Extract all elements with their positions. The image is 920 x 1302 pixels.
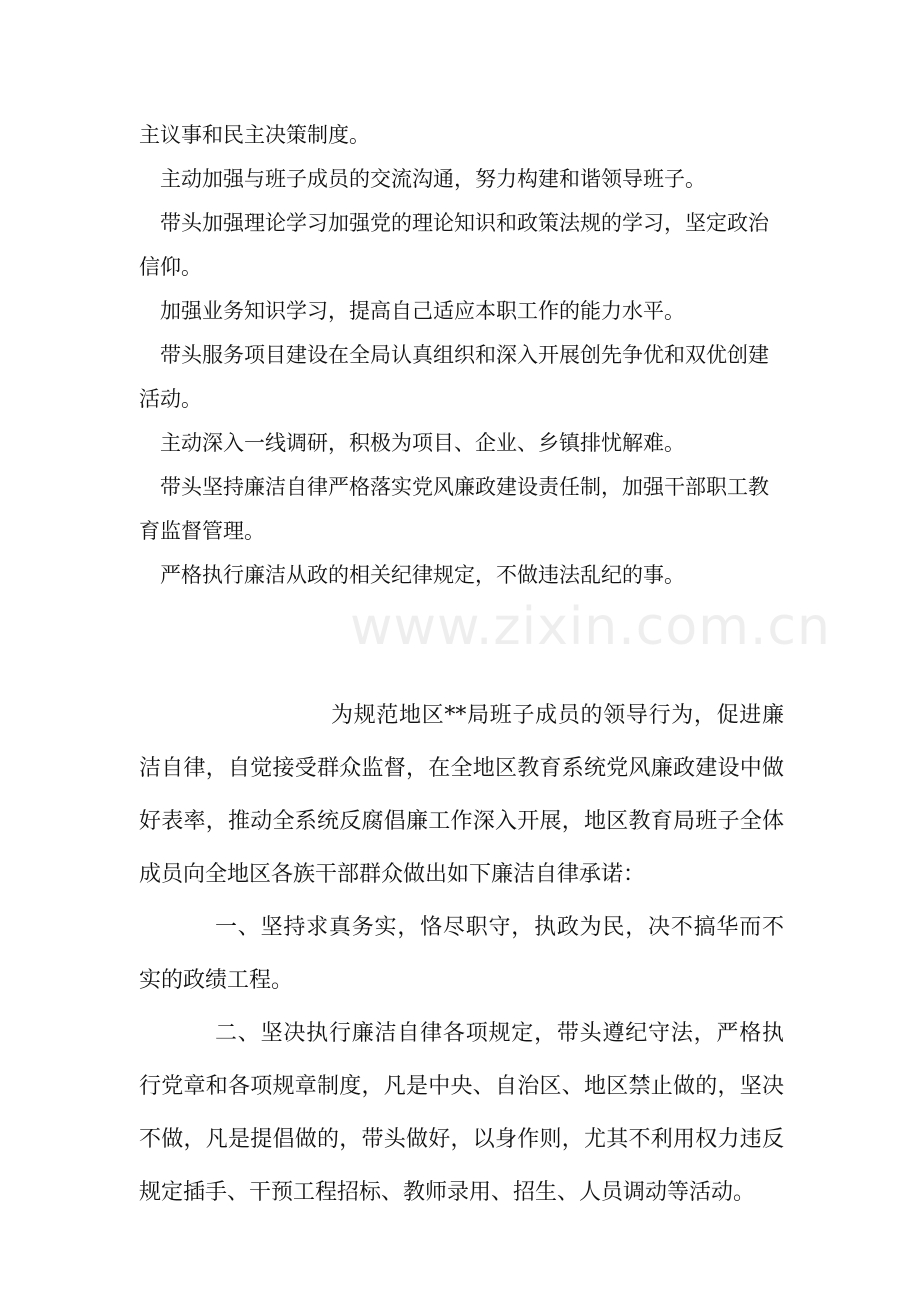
paragraph-theory-study: 带头加强理论学习加强党的理论知识和政策法规的学习，坚定政治信仰。 bbox=[139, 211, 769, 279]
commitment-list bbox=[139, 113, 784, 597]
paragraph-business-study: 加强业务知识学习，提高自己适应本职工作的能力水平。 bbox=[160, 299, 685, 323]
paragraph-integrity: 带头坚持廉洁自律严格落实党风廉政建设责任制，加强干部职工教育监督管理。 bbox=[139, 475, 769, 543]
pledge-item-2: 二、坚决执行廉洁自律各项规定，带头遵纪守法，严格执行党章和各项规章制度，凡是中央、自治区、地区禁止做的，坚决不做，凡是提倡做的，带头做好，以身作则，尤其不利用权力违反规定插手、干预工程招标、教师录用、招生、人员调动等活动。 bbox=[139, 1021, 784, 1205]
pledge-section bbox=[139, 689, 784, 1219]
paragraph-project-service: 带头服务项目建设在全局认真组织和深入开展创先争优和双优创建活动。 bbox=[139, 343, 769, 411]
pledge-intro: 为规范地区**局班子成员的领导行为，促进廉洁自律，自觉接受群众监督，在全地区教育系统党风廉政建设中做好表率，推动全系统反腐倡廉工作深入开展，地区教育局班子全体成员向全地区各族干部群众做出如下廉洁自律承诺： bbox=[139, 703, 784, 887]
watermark: www.zixin.com.cn bbox=[350, 597, 831, 657]
paragraph-field-research: 主动深入一线调研，积极为项目、企业、乡镇排忧解难。 bbox=[160, 431, 685, 455]
paragraph-communication: 主动加强与班子成员的交流沟通，努力构建和谐领导班子。 bbox=[160, 167, 706, 191]
pledge-item-1: 一、坚持求真务实，恪尽职守，执政为民，决不搞华而不实的政绩工程。 bbox=[139, 915, 784, 993]
paragraph-discipline: 严格执行廉洁从政的相关纪律规定，不做违法乱纪的事。 bbox=[160, 563, 685, 587]
paragraph-continuation: 主议事和民主决策制度。 bbox=[139, 123, 370, 147]
